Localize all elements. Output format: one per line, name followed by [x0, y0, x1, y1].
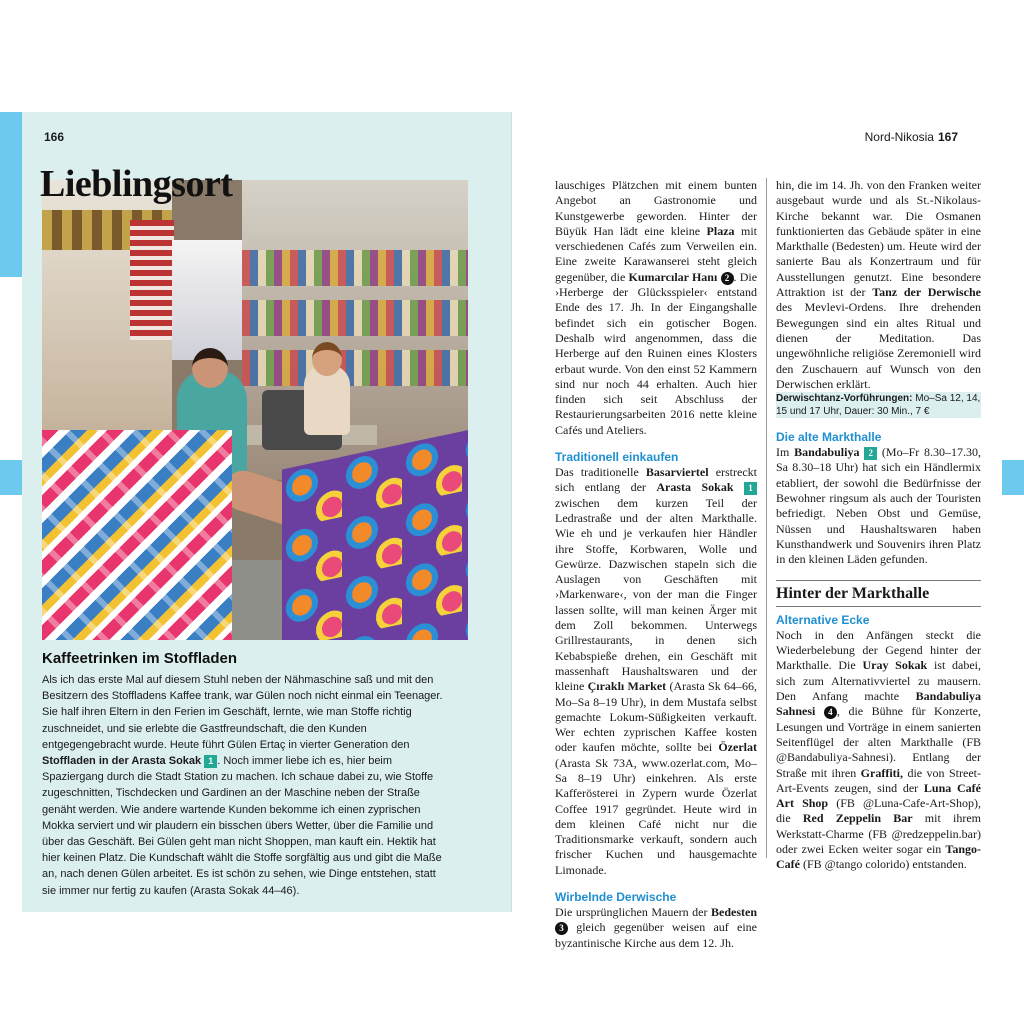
left-page: [22, 112, 512, 912]
region-name: Nord-Nikosia: [864, 130, 934, 144]
subheading: Traditionell einkaufen: [555, 450, 679, 465]
feature-subtitle: Kaffeetrinken im Stoffladen: [42, 650, 238, 667]
info-box: Derwischtanz-Vorführungen: Mo–Sa 12, 14, 15 und 17 Uhr, Dauer: 30 Min., 7 €: [776, 393, 981, 418]
text-column-1: lauschiges Plätzchen mit einem bunten Angebot an Gastronomie und Kunstgewerbe geworden. Hinter der Büyük Han lädt eine kleine Plaza mit verschiedenen Cafés zum Verweilen ein. Eine zweite Karawanserei steht gleich gegenüber, die Kumarcılar Hanı 2 . Die ›Herberge der Glücksspieler‹ entstand Ende des 17. Jh. In der Eingangshalle befindet sich ein gotischer Bogen. Deshalb wird angenommen, dass die Herberge auf den Ruinen eines Klosters erbaut wurde. Von den einst 52 Kammern sind nur noch 44 erhalten. Auch hier finden sich seit Abschluss der Restaurierungsarbeiten 2016 nette kleine Cafés und Ateliers. Traditionell einkaufen Das traditionelle Basarviertel erstreckt sich entlang der Arasta Sokak 1 zwischen dem kurzen Teil der Ledrastraße und der alten Markthalle. Wie eh und je verkaufen hier Händler ihre Stoffe, Korbwaren, Wolle und Gewürze. Dazwischen stapeln sich die Auslagen von Geschäften mit ›Markenware‹, von der man die Finger lassen sollte, will man keinen Ärger mit dem Zoll bekommen. Unterwegs Grillrestaurants, in denen sich Kebabspieße drehen, ein Geschäft mit massenhaft Haushaltswaren und der kleine Çıraklı Market (Arasta Sk 64–66, Mo–Sa 8–19 Uhr), in dem Mustafa selbst gemachte Lokum-Süßigkeiten verkauft. Wer echten zyprischen Kaffee kosten oder kaufen möchte, sollte bei Özerlat (Arasta Sk 73A, www.ozerlat.com, Mo–Sa 8–19 Uhr) einkehren. Als erste Kafferösterei in Zypern wurde Özerlat Coffee 1917 gegründet. Heute wird in dem kleinen Café nicht nur die Traditionsmarke verkauft, sondern auch frischer Kuchen und hausgemachte Limonade. Wirbelnde Derwische Die ursprünglichen Mauern der Bedesten 3 gleich gegenüber weisen auf eine byzantinische Kirche aus dem 12. Jh.: [555, 178, 758, 950]
section-heading: Hinter der Markthalle: [776, 580, 981, 607]
map-marker-badge: 1: [204, 755, 217, 768]
map-marker-badge: 4: [824, 706, 837, 719]
right-page: [512, 112, 1002, 950]
subheading: Alternative Ecke: [776, 612, 870, 627]
map-marker-badge: 3: [555, 922, 568, 935]
subheading: Die alte Markthalle: [776, 430, 882, 445]
shop-name: Stoffladen in der Arasta Sokak: [42, 755, 202, 768]
page-number-left: 166: [44, 130, 65, 144]
text-column-2: hin, die im 14. Jh. von den Franken weiter ausgebaut wurde und als St.-Nikolaus-Kirche bekannt war. Die Osmanen funktionierten das Gebäude später in eine Markthalle (Bedesten) um. Heute wird der sanierte Bau als Konzertraum und für Ausstellungen genutzt. Eine besondere Attraktion ist der Tanz der Derwische des Mevlevi-Ordens. Ihre drehenden Bewegungen sind ein altes Ritual und dienen der Meditation. Das ungewöhnliche religiöse Zeremoniell wird den Zuschauern auf Wunsch von den Derwischen erklärt. Derwischtanz-Vorführungen: Mo–Sa 12, 14, 15 und 17 Uhr, Dauer: 30 Min., 7 € Die alte Markthalle Im Bandabuliya 2 (Mo–Fr 8.30–17.30, Sa 8.30–18 Uhr) hat sich ein Händlermix etabliert, der sowohl die Bedürfnisse der Bewohner ringsum als auch der Touristen befriedigt. Neben Obst und Gemüse, Nüssen und Haushaltswaren haben Kunsthandwerk und Souvenirs ihren Platz in den kleinen Läden gefunden. Hinter der Markthalle Alternative Ecke Noch in den Anfängen steckt die Wiederbelebung der Gegend hinter der Markthalle. Die Uray Sokak ist dabei, sich zum Alternativviertel zu mausern. Den Anfang machte Bandabuliya Sahnesi 4 , die Bühne für Konzerte, Lesungen und Vorträge in einem sanierten Seitenflügel der alten Markthalle (FB @Bandabuliya-Sahnesi). Entlang der Straße mit ihren Graffiti, die von Street-Art-Events zeugen, sind der Luna Café Art Shop (FB @Luna-Cafe-Art-Shop), die Red Zeppelin Bar mit ihrem Werkstatt-Charme (FB @redzeppelin.bar) oder zwei Ecken weiter sogar ein Tango-Café (FB @tango colorido) entstanden.: [776, 178, 982, 872]
map-marker-badge: 1: [744, 482, 757, 495]
column-divider: [766, 178, 767, 858]
edge-tab-marker: [0, 460, 22, 495]
fabric-shop-photo: [42, 180, 468, 640]
feature-paragraph: Als ich das erste Mal auf diesem Stuhl neben der Nähmaschine saß und mit den Besitzern des Stoffladens Kaffee trank, war Gülen noch nicht einmal ein Teenager. Sie half ihren Eltern in den Ferien im Geschäft, lernte, wie man Stoffe richtig zuschneidet, und sie erlebte die Gastfreundschaft, die den Kunden entgegengebracht wurde. Heute führt Gülen Ertaç in vierter Generation den Stoffladen in der Arasta Sokak 1 . Noch immer liebe ich es, hier beim Spaziergang durch die Stadt Station zu machen. Ich schaue dabei zu, wie Stoffe zugeschnitten, Tischdecken und Gardinen an der Maschine neben der Straße genäht werden. Wie andere wartende Kunden bekomme ich einen zyprischen Mokka serviert und wir plaudern ein bisschen übers Wetter, über die Familie und über das Geschäft. Bei Gülen geht man nicht Shoppen, man kauft ein. Hektik hat hier keinen Platz. Die Kundschaft wählt die Stoffe sorgfältig aus und gibt die Maße an, nach denen Gülen arbeitet. Es ist schön zu sehen, wie Dinge entstehen, statt sie immer nur fertig zu kaufen (Arasta Sokak 44–46).: [42, 674, 443, 897]
map-marker-badge: 2: [864, 447, 877, 460]
subheading: Wirbelnde Derwische: [555, 890, 677, 905]
page-number-right: 167: [937, 130, 958, 144]
running-header: [865, 130, 958, 144]
feature-title: Lieblingsort: [40, 163, 233, 205]
map-marker-badge: 2: [721, 272, 734, 285]
edge-tab-marker-right: [1002, 460, 1024, 495]
chapter-tab-marker: [0, 112, 22, 277]
book-spread: [0, 112, 1024, 950]
